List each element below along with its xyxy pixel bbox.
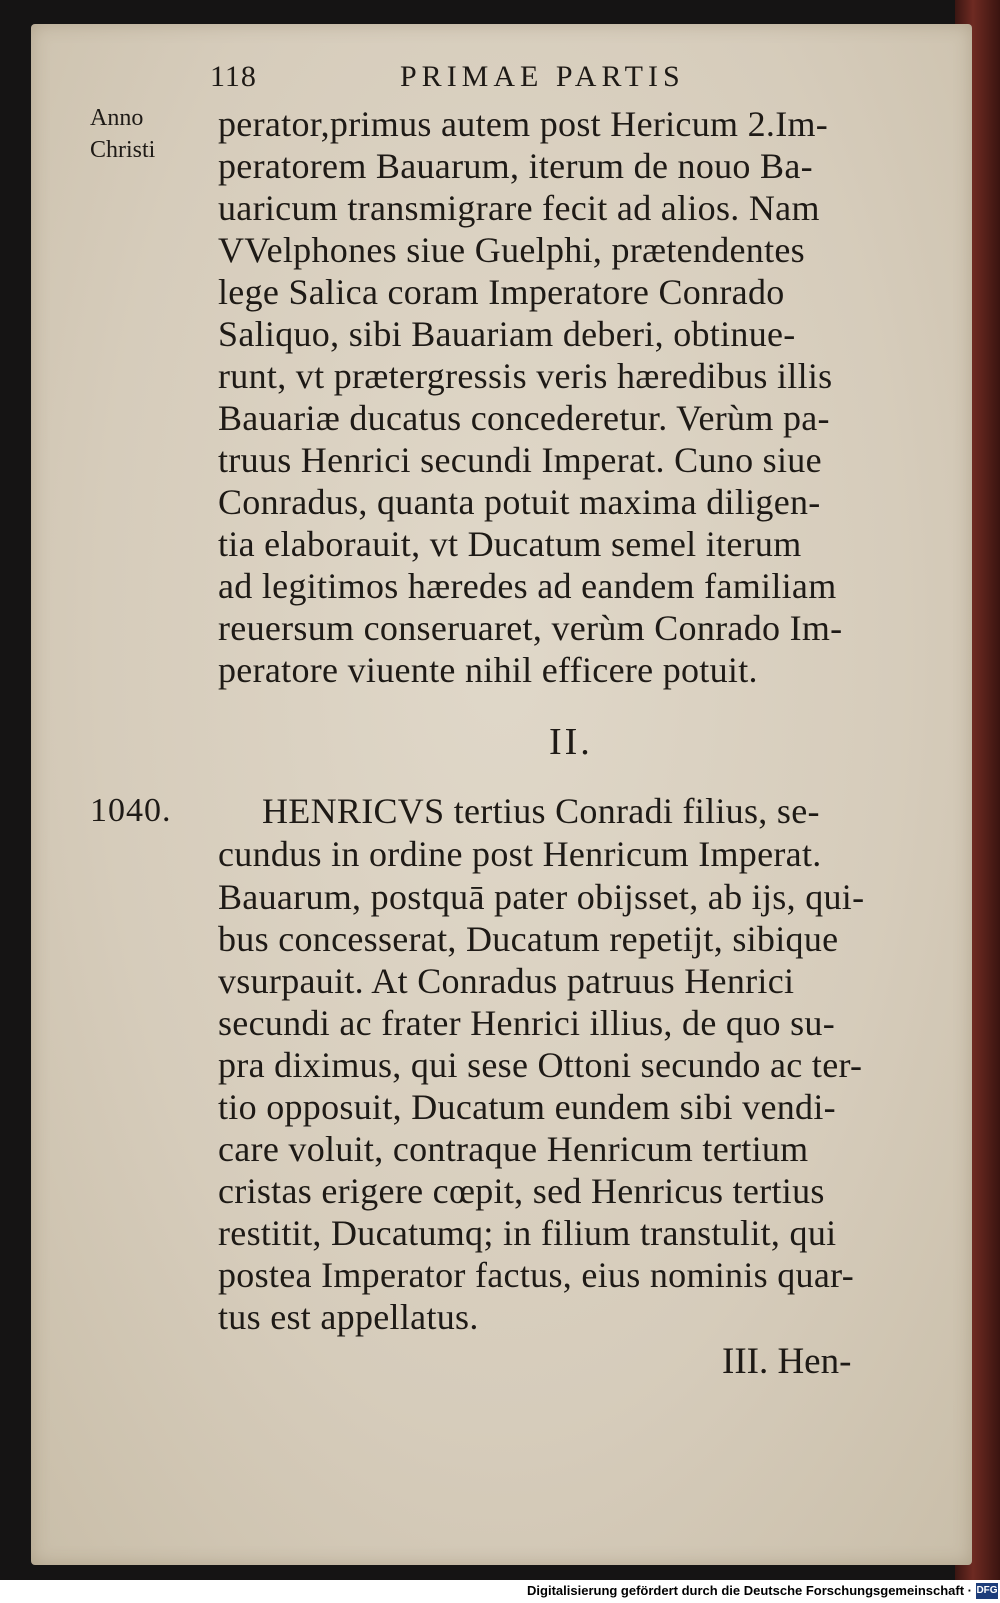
text-line: pra diximus, qui sese Ottoni secundo ac ter-: [218, 1045, 863, 1085]
text-line: bus concesserat, Ducatum repetijt, sibique: [218, 919, 839, 959]
margin-note-anno: [90, 102, 155, 166]
text-line: Bauarum, postquā pater obijsset, ab ijs, qui-: [218, 877, 865, 917]
text-line: Bauariæ ducatus concederetur. Verùm pa-: [218, 398, 830, 438]
text-line: tus est appellatus.: [218, 1297, 479, 1337]
text-line: runt, vt prætergressis veris hæredibus illis: [218, 356, 833, 396]
running-title: PRIMAE PARTIS: [400, 60, 685, 93]
footer-bar: [0, 1580, 1000, 1603]
text-line: VVelphones siue Guelphi, prætendentes: [218, 230, 805, 270]
margin-anno-line: Anno: [90, 105, 144, 131]
text-line: truus Henrici secundi Imperat. Cuno siue: [218, 440, 822, 480]
text-line: Saliquo, sibi Bauariam deberi, obtinue-: [218, 314, 796, 354]
text-line: restitit, Ducatumq; in filium transtulit, qui: [218, 1213, 837, 1253]
margin-year: 1040.: [90, 792, 172, 829]
page-number: 118: [210, 60, 257, 93]
text-line: reuersum conseruaret, verùm Conrado Im-: [218, 608, 843, 648]
text-line: Conradus, quanta potuit maxima diligen-: [218, 482, 821, 522]
text-line: care voluit, contraque Henricum tertium: [218, 1129, 809, 1169]
footer-credit: Digitalisierung gefördert durch die Deutsche Forschungsgemeinschaft ·: [527, 1583, 972, 1598]
text-line: peratore viuente nihil efficere potuit.: [218, 650, 758, 690]
text-line: uaricum transmigrare fecit ad alios. Nam: [218, 188, 820, 228]
text-line: perator,primus autem post Hericum 2.Im-: [218, 104, 829, 144]
catchword: III. Hen-: [722, 1341, 852, 1382]
text-line: peratorem Bauarum, iterum de nouo Ba-: [218, 146, 813, 186]
text-line: tio opposuit, Ducatum eundem sibi vendi-: [218, 1087, 836, 1127]
margin-christi-line: Christi: [90, 137, 156, 163]
text-line: postea Imperator factus, eius nominis quar-: [218, 1255, 854, 1295]
dfg-logo: DFG: [976, 1583, 998, 1599]
section-number: II.: [549, 721, 593, 763]
text-line: secundi ac frater Henrici illius, de quo su-: [218, 1003, 835, 1043]
text-line: tia elaborauit, vt Ducatum semel iterum: [218, 524, 802, 564]
text-line: HENRICVS tertius Conradi filius, se-: [262, 791, 820, 831]
text-line: ad legitimos hæredes ad eandem familiam: [218, 566, 837, 606]
text-line: lege Salica coram Imperatore Conrado: [218, 272, 785, 312]
text-line: cundus in ordine post Henricum Imperat.: [218, 834, 822, 874]
text-line: vsurpauit. At Conradus patruus Henrici: [218, 961, 795, 1001]
text-line: cristas erigere cœpit, sed Henricus tertius: [218, 1171, 825, 1211]
